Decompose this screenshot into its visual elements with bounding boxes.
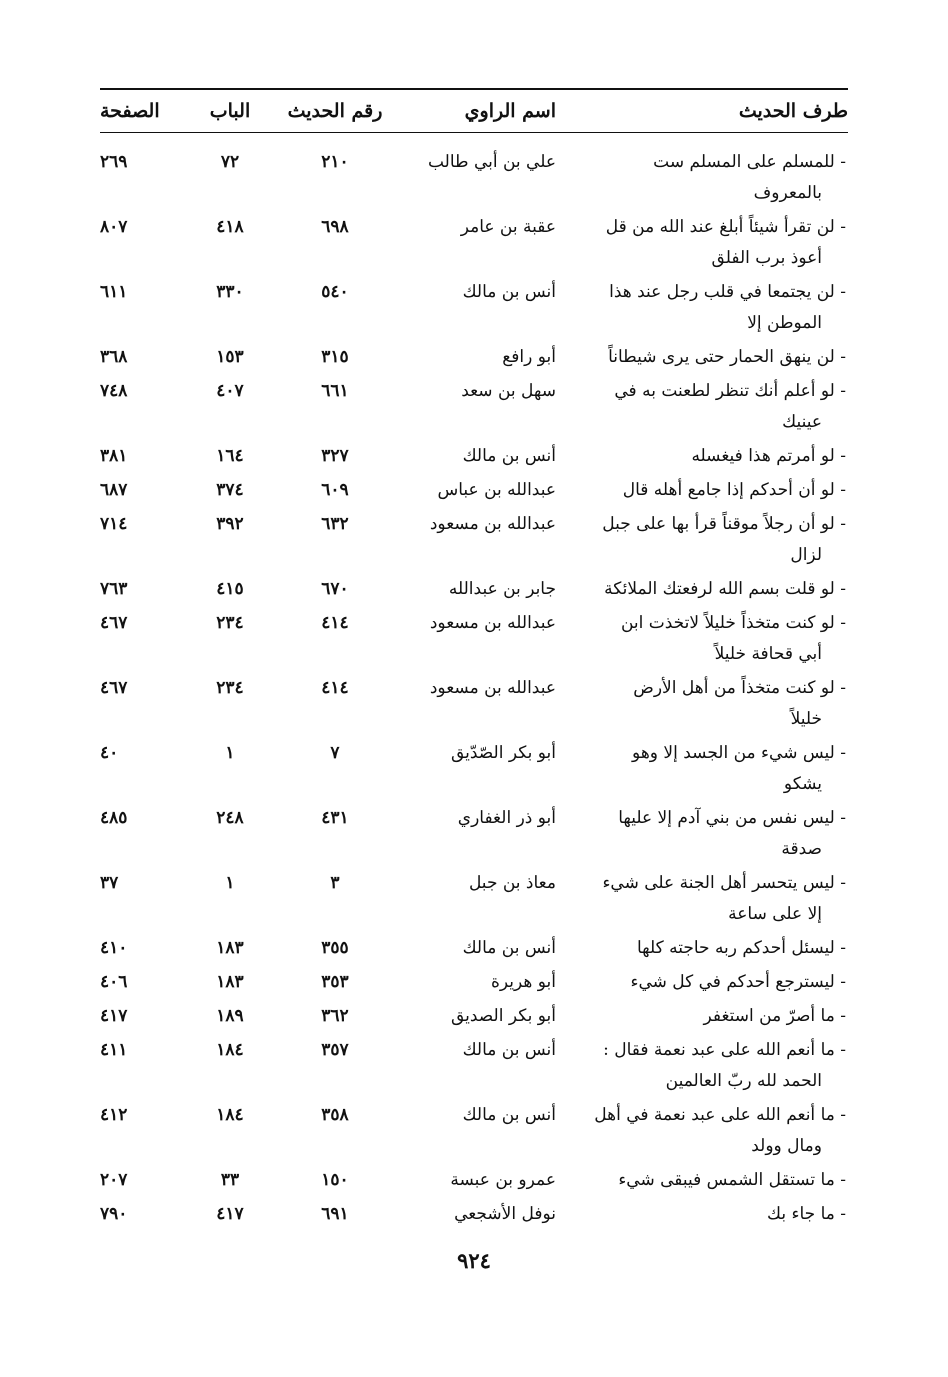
hadith-text: - لو أن أحدكم إذا جامع أهله قال xyxy=(622,480,846,500)
hadith-text: - لو أمرتم هذا فيغسله xyxy=(691,446,846,466)
hadith-index-table xyxy=(100,88,848,1233)
table-row xyxy=(100,1035,848,1097)
table-row xyxy=(100,574,848,605)
hadith-number-cell: ٦٣٢ xyxy=(321,514,349,534)
page-cell: ٧١٤ xyxy=(100,514,128,534)
narrator-cell: معاذ بن جبل xyxy=(468,873,556,893)
header-narrator: اسم الراوي xyxy=(464,100,556,122)
hadith-text: - ليسئل أحدكم ربه حاجته كلها xyxy=(636,938,846,958)
bab-cell: ٤٠٧ xyxy=(216,381,244,401)
hadith-number-cell: ٥٤٠ xyxy=(321,282,349,302)
narrator-cell: عبدالله بن مسعود xyxy=(429,514,556,534)
hadith-text: - ما تستقل الشمس فيبقى شيء xyxy=(618,1170,846,1190)
bab-cell: ١٨٣ xyxy=(216,972,244,992)
table-row xyxy=(100,868,848,930)
table-row xyxy=(100,475,848,506)
bab-cell: ١٨٩ xyxy=(216,1006,244,1026)
hadith-text-continuation: ومال وولد xyxy=(751,1136,822,1156)
hadith-text-cell xyxy=(560,1100,848,1162)
table-row xyxy=(100,608,848,670)
hadith-number-cell: ٣١٥ xyxy=(321,347,349,367)
header-hadith-text: طرف الحديث xyxy=(738,100,848,122)
hadith-text: - لو كنت متخذاً خليلاً لاتخذت ابن xyxy=(620,613,846,633)
hadith-text-continuation: الحمد لله ربّ العالمين xyxy=(665,1071,822,1091)
page-number: ٩٢٤ xyxy=(457,1248,491,1273)
narrator-cell: علي بن أبي طالب xyxy=(427,152,556,172)
bab-cell: ٤١٥ xyxy=(216,579,244,599)
table-row xyxy=(100,277,848,339)
hadith-text: - لو أن رجلاً موقناً قرأ بها على جبل xyxy=(602,514,846,534)
table-row xyxy=(100,673,848,735)
hadith-text-cell xyxy=(560,933,848,964)
hadith-text-cell xyxy=(560,608,848,670)
hadith-text-cell xyxy=(560,509,848,571)
hadith-number-cell: ٣ xyxy=(330,873,340,893)
header-page: الصفحة xyxy=(100,100,160,122)
page-cell: ٣٦٨ xyxy=(100,347,128,367)
page-cell: ٤١٢ xyxy=(100,1105,128,1125)
narrator-cell: سهل بن سعد xyxy=(461,381,556,401)
bab-cell: ٧٢ xyxy=(220,152,240,172)
hadith-text-cell xyxy=(560,212,848,274)
hadith-text-continuation: يشكو xyxy=(783,774,822,794)
hadith-text: - ليس شيء من الجسد إلا وهو xyxy=(632,743,846,763)
hadith-text-continuation: بالمعروف xyxy=(753,183,822,203)
page-cell: ٨٠٧ xyxy=(100,217,128,237)
hadith-text-cell xyxy=(560,441,848,472)
bab-cell: ٢٤٨ xyxy=(216,808,244,828)
hadith-text-cell xyxy=(560,1035,848,1097)
bab-cell: ١ xyxy=(225,743,235,763)
hadith-number-cell: ٤٣١ xyxy=(321,808,349,828)
table-row xyxy=(100,803,848,865)
hadith-number-cell: ٣٢٧ xyxy=(321,446,349,466)
table-row xyxy=(100,1199,848,1230)
hadith-text-cell xyxy=(560,574,848,605)
narrator-cell: عمرو بن عبسة xyxy=(450,1170,556,1190)
bab-cell: ٣٩٢ xyxy=(216,514,244,534)
table-row xyxy=(100,509,848,571)
hadith-text-continuation: لزال xyxy=(790,545,822,565)
page-cell: ٤٠ xyxy=(100,743,119,763)
narrator-cell: جابر بن عبدالله xyxy=(448,579,556,599)
hadith-number-cell: ٦٩١ xyxy=(321,1204,349,1224)
table-row xyxy=(100,1100,848,1162)
page-cell: ٧٤٨ xyxy=(100,381,128,401)
narrator-cell: أنس بن مالك xyxy=(462,282,556,302)
hadith-text: - ما أصرّ من استغفر xyxy=(703,1006,846,1026)
page-cell: ٧٩٠ xyxy=(100,1204,128,1224)
header-bab: الباب xyxy=(209,100,251,122)
hadith-number-cell: ٦٧٠ xyxy=(321,579,349,599)
hadith-text-cell xyxy=(560,1199,848,1230)
hadith-text-continuation: أعوذ برب الفلق xyxy=(711,248,822,268)
hadith-text-cell xyxy=(560,803,848,865)
page-cell: ٤٦٧ xyxy=(100,613,128,633)
bab-cell: ٢٣٤ xyxy=(216,613,244,633)
hadith-text-continuation: أبي قحافة خليلاً xyxy=(714,644,822,664)
page-cell: ٣٧ xyxy=(100,873,119,893)
hadith-text-cell xyxy=(560,1165,848,1196)
hadith-text: - ما أنعم الله على عبد نعمة في أهل xyxy=(594,1105,846,1125)
hadith-number-cell: ٣٥٥ xyxy=(321,938,349,958)
hadith-text-cell xyxy=(560,967,848,998)
narrator-cell: نوفل الأشجعي xyxy=(454,1204,556,1224)
table-row xyxy=(100,212,848,274)
table-row xyxy=(100,738,848,800)
table-row xyxy=(100,441,848,472)
narrator-cell: أنس بن مالك xyxy=(462,1105,556,1125)
hadith-text-cell xyxy=(560,1001,848,1032)
narrator-cell: عبدالله بن مسعود xyxy=(429,678,556,698)
bab-cell: ١٨٣ xyxy=(216,938,244,958)
bab-cell: ٣٣ xyxy=(220,1170,240,1190)
hadith-text-cell xyxy=(560,342,848,373)
hadith-text-continuation: خليلاً xyxy=(790,709,822,729)
narrator-cell: أبو هريرة xyxy=(490,972,556,992)
page-cell: ٤٠٦ xyxy=(100,972,128,992)
table-row xyxy=(100,967,848,998)
bab-cell: ٢٣٤ xyxy=(216,678,244,698)
page-cell: ٦٨٧ xyxy=(100,480,128,500)
hadith-text: - ليسترجع أحدكم في كل شيء xyxy=(630,972,846,992)
narrator-cell: أنس بن مالك xyxy=(462,938,556,958)
narrator-cell: أبو بكر الصّدّيق xyxy=(450,743,556,763)
table-row xyxy=(100,933,848,964)
hadith-text-continuation: الموطن إلا xyxy=(747,313,822,333)
hadith-text-continuation: عينيك xyxy=(782,412,822,432)
hadith-text: - ما أنعم الله على عبد نعمة فقال : xyxy=(603,1040,846,1060)
hadith-text: - لو كنت متخذاً من أهل الأرض xyxy=(633,678,846,698)
table-row xyxy=(100,1001,848,1032)
hadith-text-cell xyxy=(560,738,848,800)
bab-cell: ١٨٤ xyxy=(216,1040,244,1060)
hadith-number-cell: ٤١٤ xyxy=(321,678,349,698)
page-cell: ٤١١ xyxy=(100,1040,128,1060)
hadith-number-cell: ١٥٠ xyxy=(321,1170,349,1190)
hadith-number-cell: ٤١٤ xyxy=(321,613,349,633)
table-body xyxy=(100,147,848,1230)
hadith-text-cell xyxy=(560,673,848,735)
table-row xyxy=(100,1165,848,1196)
hadith-text-cell xyxy=(560,868,848,930)
page-cell: ٦١١ xyxy=(100,282,128,302)
page-cell: ٢٦٩ xyxy=(100,152,128,172)
bab-cell: ١٦٤ xyxy=(216,446,244,466)
hadith-text: - ما جاء بك xyxy=(767,1204,846,1224)
bab-cell: ١٨٤ xyxy=(216,1105,244,1125)
hadith-text-cell xyxy=(560,277,848,339)
hadith-number-cell: ٧ xyxy=(330,743,340,763)
hadith-text: - لن يجتمعا في قلب رجل عند هذا xyxy=(609,282,846,302)
table-row xyxy=(100,376,848,438)
hadith-text-continuation: إلا على ساعة xyxy=(728,904,822,924)
narrator-cell: عبدالله بن مسعود xyxy=(429,613,556,633)
hadith-number-cell: ٦٠٩ xyxy=(321,480,349,500)
hadith-text-continuation: صدقة xyxy=(781,839,822,859)
bab-cell: ٤١٧ xyxy=(216,1204,244,1224)
page-cell: ٤١٧ xyxy=(100,1006,128,1026)
narrator-cell: أنس بن مالك xyxy=(462,1040,556,1060)
hadith-text: - لن تقرأ شيئاً أبلغ عند الله من قل xyxy=(605,217,846,237)
hadith-text: - ليس نفس من بني آدم إلا عليها xyxy=(618,808,846,828)
hadith-text: - لو أعلم أنك تنظر لطعنت به في xyxy=(614,381,846,401)
narrator-cell: أبو ذر الغفاري xyxy=(457,808,556,828)
bab-cell: ١ xyxy=(225,873,235,893)
bab-cell: ٣٣٠ xyxy=(216,282,244,302)
bab-cell: ١٥٣ xyxy=(216,347,244,367)
narrator-cell: أبو رافع xyxy=(502,347,556,367)
table-header xyxy=(100,90,848,133)
page-cell: ٤٨٥ xyxy=(100,808,128,828)
page-cell: ٤١٠ xyxy=(100,938,128,958)
bab-cell: ٤١٨ xyxy=(216,217,244,237)
hadith-number-cell: ٦٩٨ xyxy=(321,217,349,237)
hadith-text-cell xyxy=(560,147,848,209)
hadith-text-cell xyxy=(560,376,848,438)
hadith-text: - لو قلت بسم الله لرفعتك الملائكة xyxy=(604,579,846,599)
header-hadith-number: رقم الحديث xyxy=(287,100,383,122)
hadith-text: - لن ينهق الحمار حتى يرى شيطاناً xyxy=(608,347,846,367)
hadith-text-cell xyxy=(560,475,848,506)
hadith-text: - للمسلم على المسلم ست xyxy=(653,152,846,172)
table-row xyxy=(100,147,848,209)
page-cell: ٤٦٧ xyxy=(100,678,128,698)
hadith-number-cell: ٦٦١ xyxy=(321,381,349,401)
hadith-number-cell: ٣٥٧ xyxy=(321,1040,349,1060)
hadith-number-cell: ٣٥٨ xyxy=(321,1105,349,1125)
bab-cell: ٣٧٤ xyxy=(216,480,244,500)
hadith-text: - ليس يتحسر أهل الجنة على شيء xyxy=(602,873,846,893)
page-cell: ٧٦٣ xyxy=(100,579,128,599)
hadith-number-cell: ٣٥٣ xyxy=(321,972,349,992)
hadith-number-cell: ٢١٠ xyxy=(321,152,349,172)
page-cell: ٣٨١ xyxy=(100,446,128,466)
page-cell: ٢٠٧ xyxy=(100,1170,128,1190)
narrator-cell: أبو بكر الصديق xyxy=(450,1006,556,1026)
hadith-number-cell: ٣٦٢ xyxy=(321,1006,349,1026)
table-row xyxy=(100,342,848,373)
narrator-cell: عقبة بن عامر xyxy=(460,217,556,237)
narrator-cell: أنس بن مالك xyxy=(462,446,556,466)
narrator-cell: عبدالله بن عباس xyxy=(437,480,556,500)
